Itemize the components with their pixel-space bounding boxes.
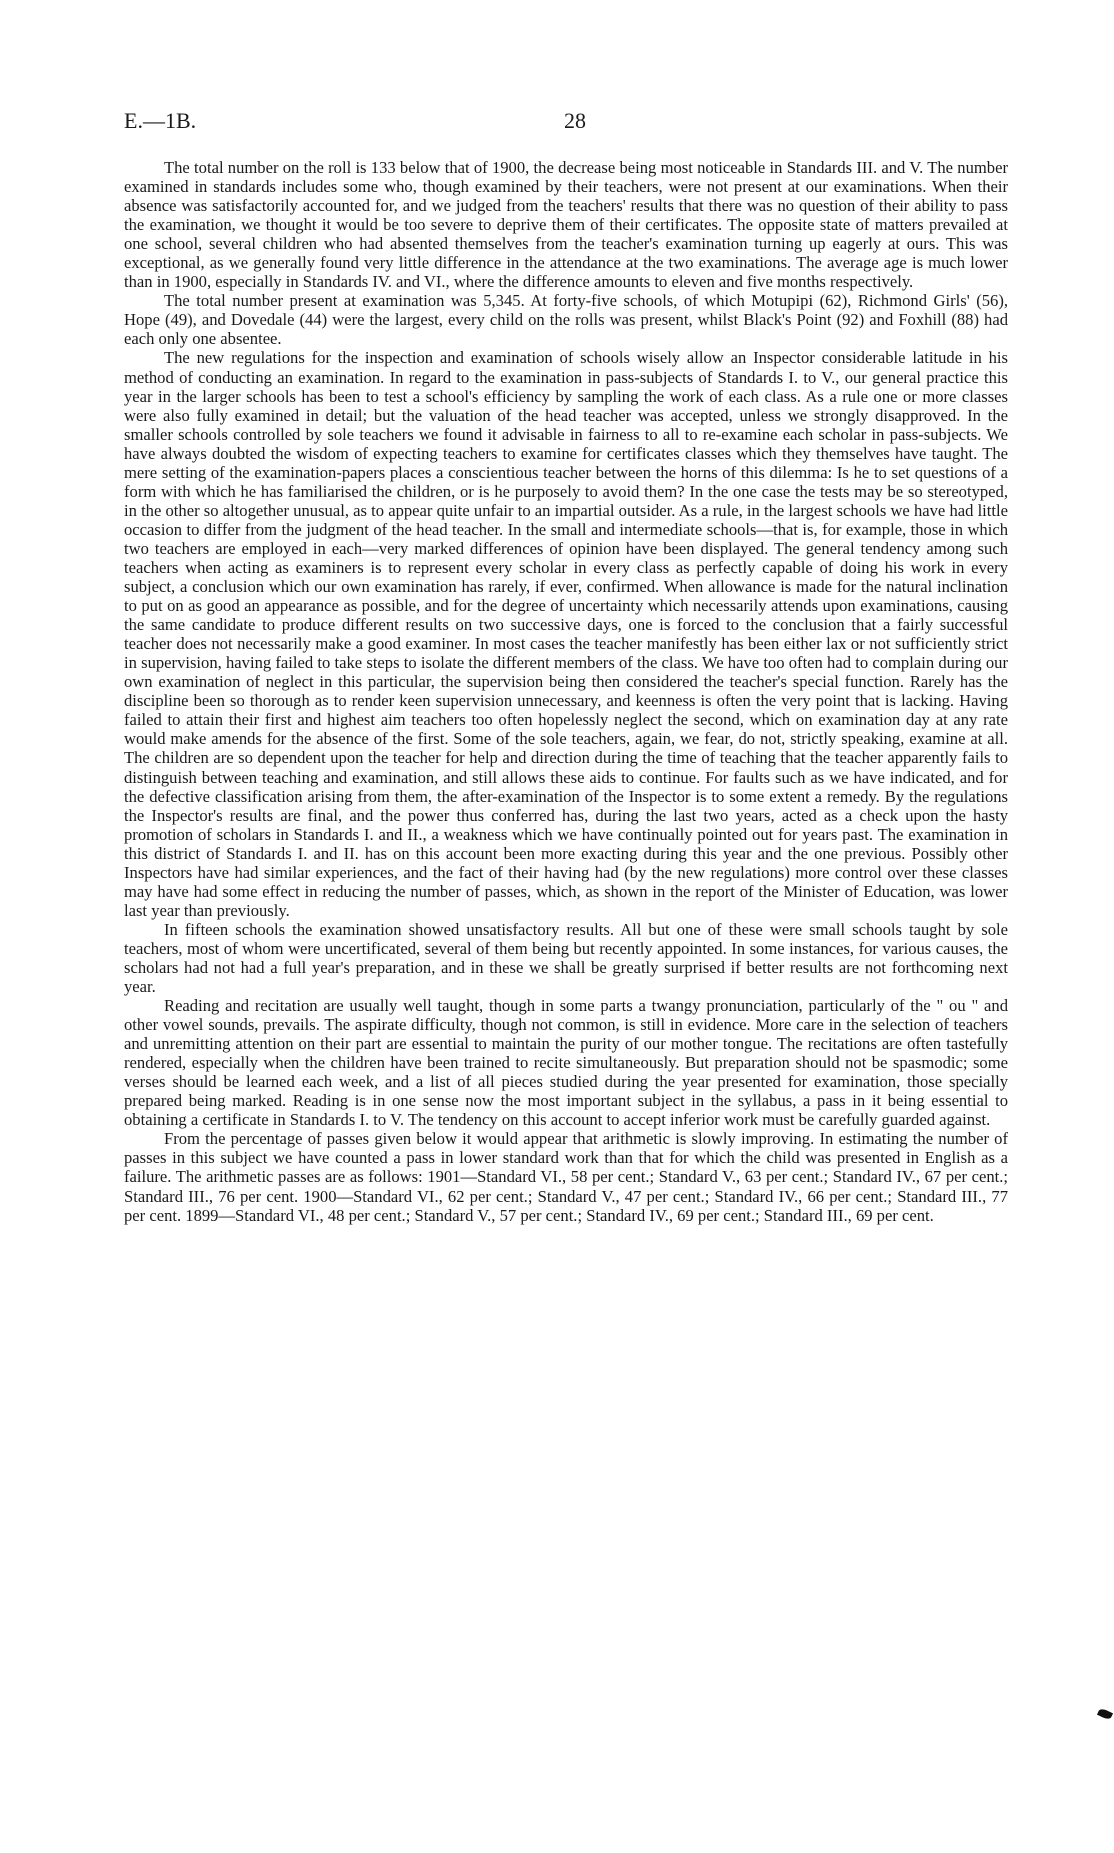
paragraph-reading-recitation: Reading and recitation are usually well taught, though in some parts a twangy pronunciation, particularly of the " ou " and other vowel sounds, prevails. The aspirate difficulty, though not common, is still in evidence. More care in the selection of teachers and unremitting attention on their part are essential to maintain the purity of our mother tongue. The recitations are often tastefully rendered, especially when the children have been trained to recite simultaneously. But preparation should not be spasmodic; some verses should be learned each week, and a list of all pieces studied during the year presented for examination, those specially prepared being marked. Reading is in one sense now the most important subject in the syllabus, a pass in it being essential to obtaining a certificate in Standards I. to V. The tendency on this account to accept inferior work must be carefully guarded against. <box>124 996 1008 1130</box>
paragraph-unsatisfactory-schools: In fifteen schools the examination showed unsatisfactory results. All but one of these were small schools taught by sole teachers, most of whom were uncertificated, several of them being but recently appointed. In some instances, for various causes, the scholars had not had a full year's preparation, and in these we shall be greatly surprised if better results are not forthcoming next year. <box>124 919 1008 997</box>
report-body <box>124 158 1008 1225</box>
paragraph-attendance: The total number present at examination was 5,345. At forty-five schools, of which Motupipi (62), Richmond Girls' (56), Hope (49), and Dovedale (44) were the largest, every child on the rolls was present, whilst Black's Point (92) and Foxhill (88) had each only one absentee. <box>124 291 1008 349</box>
paragraph-roll-numbers: The total number on the roll is 133 below that of 1900, the decrease being most noticeable in Standards III. and V. The number examined in standards includes some who, though examined by their teachers, were not present at our examinations. When their absence was satisfactorily accounted for, and we judged from the teachers' results that there was no question of their ability to pass the examination, we thought it would be too severe to deprive them of their certificates. The opposite state of matters prevailed at one school, several children who had absented themselves from the teacher's examination turning up eagerly at ours. This was exceptional, as we generally found very little difference in the attendance at the two examinations. The average age is much lower than in 1900, especially in Standards IV. and VI., where the difference amounts to eleven and five months respectively. <box>124 158 1008 292</box>
document-reference: E.—1B. <box>124 108 197 133</box>
margin-ink-mark <box>1097 1707 1113 1720</box>
paragraph-arithmetic: From the percentage of passes given below it would appear that arithmetic is slowly improving. In estimating the number of passes in this subject we have counted a pass in lower standard work than that for which the child was presented in English as a failure. The arithmetic passes are as follows: 1901—Standard VI., 58 per cent.; Standard V., 63 per cent.; Standard IV., 67 per cent.; Standard III., 76 per cent. 1900—Standard VI., 62 per cent.; Standard V., 47 per cent.; Standard IV., 66 per cent.; Standard III., 77 per cent. 1899—Standard VI., 48 per cent.; Standard V., 57 per cent.; Standard IV., 69 per cent.; Standard III., 69 per cent. <box>124 1129 1008 1225</box>
page-number: 28 <box>564 108 586 133</box>
page-header <box>124 108 1006 138</box>
paragraph-regulations: The new regulations for the inspection and examination of schools wisely allow an Inspector considerable latitude in his method of conducting an examination. In regard to the examination in pass-subjects of Standards I. to V., our general practice this year in the larger schools has been to test a school's efficiency by sampling the work of each class. As a rule one or more classes were also fully examined in detail; but the valuation of the head teacher was accepted, unless we strongly disapproved. In the smaller schools controlled by sole teachers we found it advisable in fairness to all to re-examine each scholar in pass-subjects. We have always doubted the wisdom of expecting teachers to examine for certificates classes which they themselves have taught. The mere setting of the examination-papers places a conscientious teacher between the horns of this dilemma: Is he to set questions of a form with which he has familiarised the children, or is he purposely to avoid them? In the one case the tests may be so stereotyped, in the other so altogether unusual, as to appear quite unfair to an impartial outsider. As a rule, in the largest schools we have had little occasion to differ from the judgment of the head teacher. In the small and intermediate schools—that is, for example, those in which two teachers are employed in each—very marked differences of opinion have been displayed. The general tendency among such teachers when acting as examiners is to represent every scholar in every class as perfectly capable of doing his work in every subject, a conclusion which our own examination has rarely, if ever, confirmed. When allowance is made for the natural inclination to put on as good an appearance as possible, and for the degree of uncertainty which necessarily attends upon examinations, causing the same candidate to produce different results on two successive days, one is forced to the conclusion that a fairly successful teacher does not necessarily make a good examiner. In most cases the teacher manifestly has been either lax or not sufficiently strict in supervision, having failed to take steps to isolate the different members of the class. We have too often had to complain during our own examination of neglect in this particular, the supervision being then considered the teacher's special function. Rarely has the discipline been so thorough as to render keen supervision unnecessary, and keenness is often the very point that is lacking. Having failed to attain their first and highest aim teachers too often hopelessly neglect the second, which on examination day at any rate would make amends for the absence of the first. Some of the sole teachers, again, we fear, do not, strictly speaking, examine at all. The children are so dependent upon the teacher for help and direction during the time of teaching that the teacher apparently fails to distinguish between teaching and examination, and still allows these aids to continue. For faults such as we have indicated, and for the defective classification arising from them, the after-examination of the Inspector is to some extent a remedy. By the regulations the Inspector's results are final, and the power thus conferred has, during the last two years, acted as a check upon the hasty promotion of scholars in Standards I. and II., a weakness which we have continually pointed out for years past. The examination in this district of Standards I. and II. has on this account been more exacting during this year and the one previous. Possibly other Inspectors have had similar experiences, and the fact of their having had (by the new regulations) more control over these classes may have had some effect in reducing the number of passes, which, as shown in the report of the Minister of Education, was lower last year than previously. <box>124 348 1008 920</box>
